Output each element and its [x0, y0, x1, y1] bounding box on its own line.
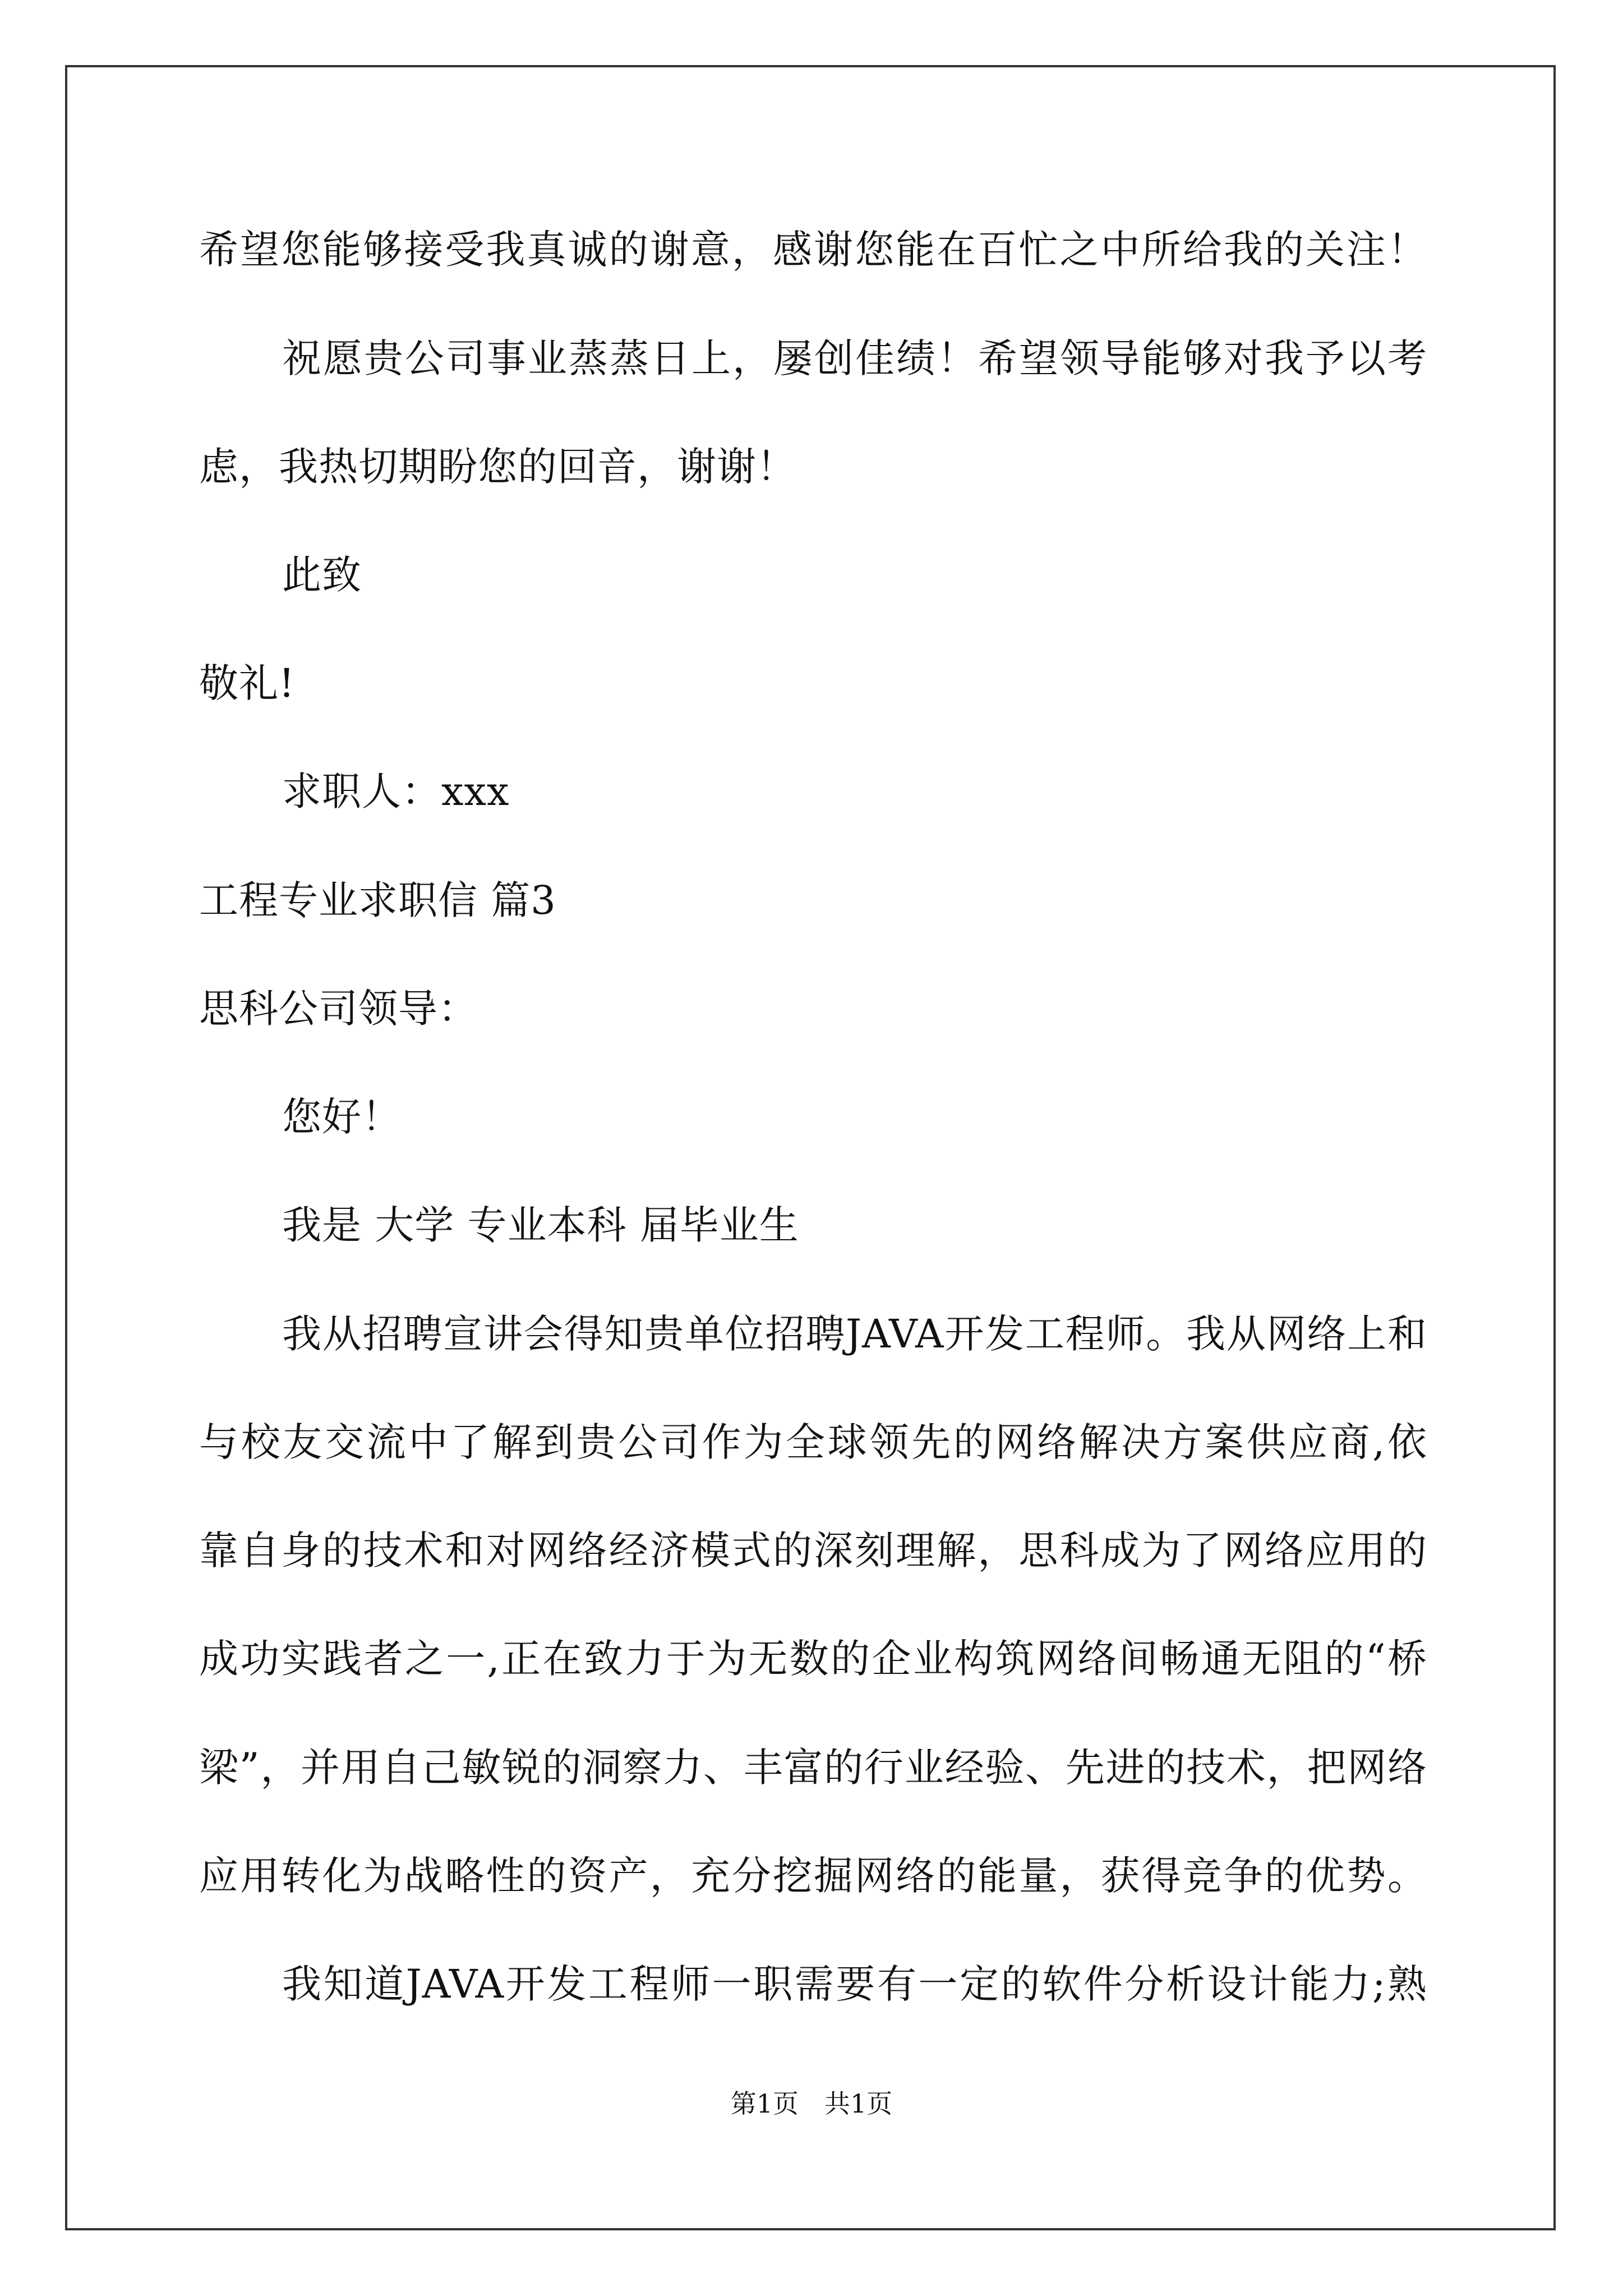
- text-line: 成功实践者之一,正在致力于为无数的企业构筑网络间畅通无阻的“桥: [199, 1636, 1427, 1682]
- text-line: 祝愿贵公司事业蒸蒸日上，屡创佳绩！希望领导能够对我予以考: [282, 335, 1427, 381]
- text-line: 梁”，并用自己敏锐的洞察力、丰富的行业经验、先进的技术，把网络: [199, 1745, 1427, 1791]
- text-line: 应用转化为战略性的资产，充分挖掘网络的能量，获得竞争的优势。: [199, 1853, 1427, 1899]
- salutation-line: 此致: [282, 552, 362, 598]
- text-line: 我是 大学 专业本科 届毕业生: [282, 1202, 799, 1248]
- letter-recipient: 思科公司领导：: [199, 986, 478, 1032]
- text-line: 我知道JAVA开发工程师一职需要有一定的软件分析设计能力;熟: [282, 1961, 1427, 2007]
- greeting-line: 您好！: [282, 1094, 402, 1140]
- page-border: [65, 65, 1556, 2230]
- signature-line: 求职人：xxx: [282, 769, 510, 815]
- page-footer: 第1页 共1页: [730, 2088, 893, 2119]
- text-line: 虑，我热切期盼您的回音，谢谢！: [199, 444, 796, 490]
- salutation-line: 敬礼!: [199, 660, 296, 706]
- text-line: 我从招聘宣讲会得知贵单位招聘JAVA开发工程师。我从网络上和: [282, 1311, 1427, 1357]
- text-line: 与校友交流中了解到贵公司作为全球领先的网络解决方案供应商,依: [199, 1419, 1427, 1465]
- text-line: 希望您能够接受我真诚的谢意，感谢您能在百忙之中所给我的关注！: [199, 227, 1427, 273]
- section-heading: 工程专业求职信 篇3: [199, 877, 556, 923]
- text-line: 靠自身的技术和对网络经济模式的深刻理解，思科成为了网络应用的: [199, 1527, 1427, 1573]
